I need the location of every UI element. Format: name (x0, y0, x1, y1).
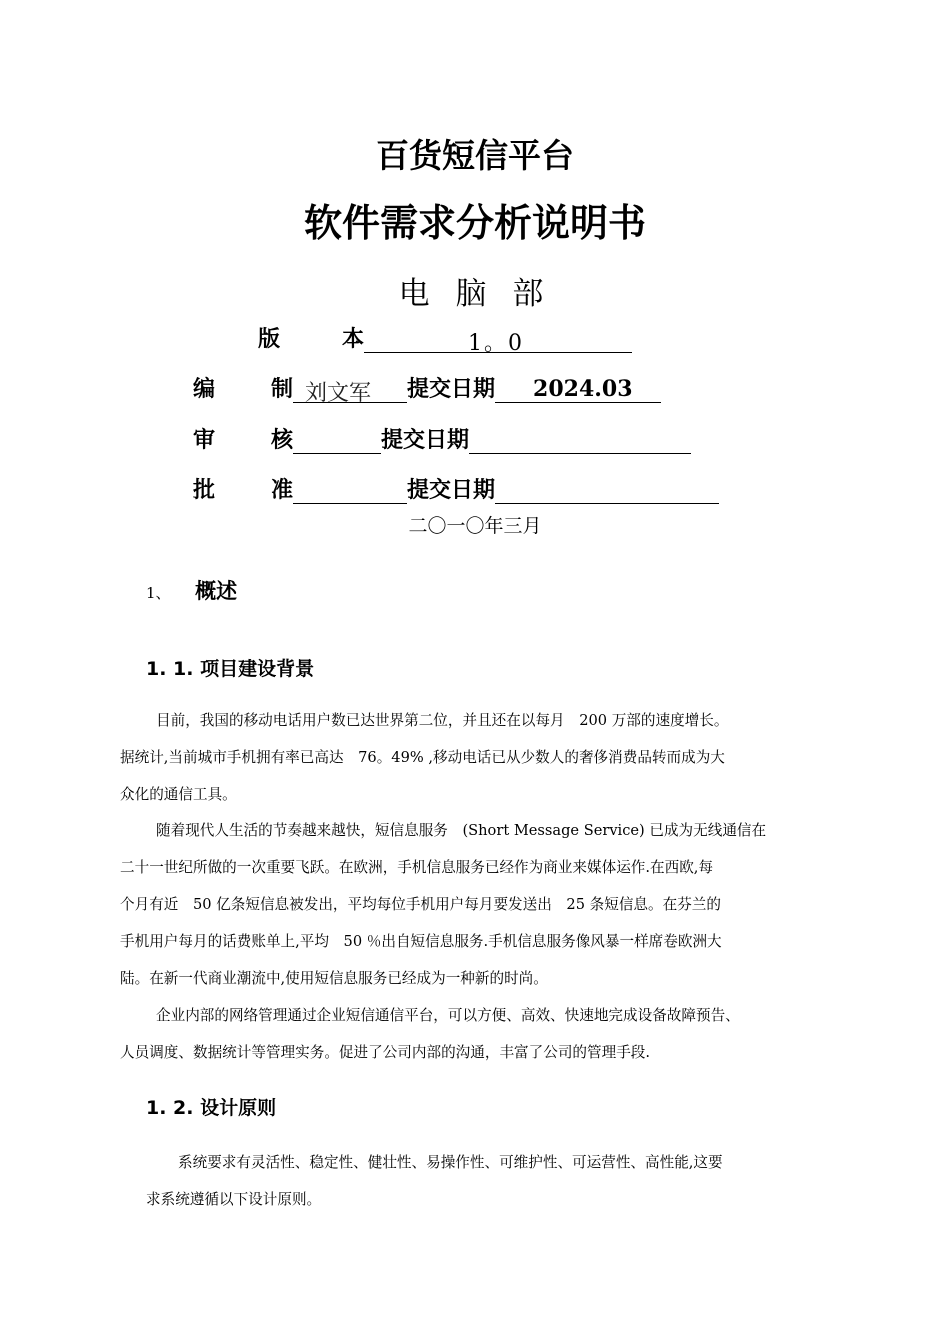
document-title: 百货短信平台 (376, 136, 574, 175)
approve-date-line (495, 477, 719, 504)
text-line: 手机用户每月的话费账单上,平均 50 ％出自短信息服务.手机信息服务像风暴一样席卷欧洲大 (120, 933, 722, 950)
section-title: 概述 (195, 579, 238, 603)
approve-label-a: 批 (193, 478, 216, 503)
version-label-a: 版 (258, 327, 281, 352)
paragraph-background-3 (120, 997, 740, 1071)
text-line: 人员调度、数据统计等管理实务。促进了公司内部的沟通，丰富了公司的管理手段. (120, 1044, 651, 1061)
editor-value: 刘文军 (305, 381, 372, 406)
review-signature-line (293, 427, 381, 454)
approve-label-b: 准 (271, 478, 294, 503)
editor-field (293, 376, 407, 406)
review-row (193, 423, 691, 454)
department-name: 电 脑 部 (398, 276, 552, 312)
text-line: 个月有近 50 亿条短信息被发出，平均每位手机用户每月要发送出 25 条短信息。在芬兰的 (120, 896, 721, 913)
approve-row (193, 473, 719, 504)
subsection-heading-principles: 1. 2. 设计原则 (146, 1097, 277, 1119)
text-line: 随着现代人生活的节奏越来越快，短信息服务 (Short Message Service) 已成为无线通信在 (156, 822, 767, 839)
editor-label-a: 编 (193, 377, 216, 402)
version-label-b: 本 (342, 327, 365, 352)
editor-date-field (495, 376, 661, 403)
approve-submit-date-label: 提交日期 (407, 478, 496, 503)
text-line: 求系统遵循以下设计原则。 (146, 1191, 322, 1208)
review-label-a: 审 (193, 428, 216, 453)
approve-signature-line (293, 477, 407, 504)
subsection-heading-background: 1. 1. 项目建设背景 (146, 658, 315, 680)
text-line: 二十一世纪所做的一次重要飞跃。在欧洲，手机信息服务已经作为商业来媒体运作.在西欧,每 (120, 859, 714, 876)
editor-row (193, 372, 661, 406)
text-line: 陆。在新一代商业潮流中,使用短信息服务已经成为一种新的时尚。 (120, 970, 548, 987)
section-number: 1、 (146, 584, 171, 602)
text-line: 众化的通信工具。 (120, 786, 237, 803)
version-row (258, 322, 632, 356)
text-line: 据统计,当前城市手机拥有率已高达 76。49% ,移动电话已从少数人的奢侈消费品转而成为大 (120, 749, 725, 766)
review-date-line (469, 427, 691, 454)
version-value: 1。0 (468, 331, 525, 356)
review-label-b: 核 (271, 428, 294, 453)
document-subtitle: 软件需求分析说明书 (303, 201, 646, 245)
issue-date: 二〇一〇年三月 (408, 515, 542, 537)
paragraph-principles (146, 1144, 723, 1218)
editor-submit-date-label: 提交日期 (407, 377, 496, 402)
text-line: 系统要求有灵活性、稳定性、健壮性、易操作性、可维护性、可运营性、高性能,这要 (178, 1154, 723, 1171)
review-submit-date-label: 提交日期 (381, 428, 470, 453)
paragraph-background-2 (120, 812, 766, 997)
paragraph-background-1 (120, 702, 728, 813)
section-heading (146, 575, 237, 605)
editor-label-b: 制 (271, 377, 294, 402)
text-line: 企业内部的网络管理通过企业短信通信平台，可以方便、高效、快速地完成设备故障预告、 (156, 1007, 740, 1024)
editor-date-value: 2024.03 (533, 376, 633, 402)
version-field (364, 326, 632, 356)
text-line: 目前，我国的移动电话用户数已达世界第二位，并且还在以每月 200 万部的速度增长。 (156, 712, 729, 729)
